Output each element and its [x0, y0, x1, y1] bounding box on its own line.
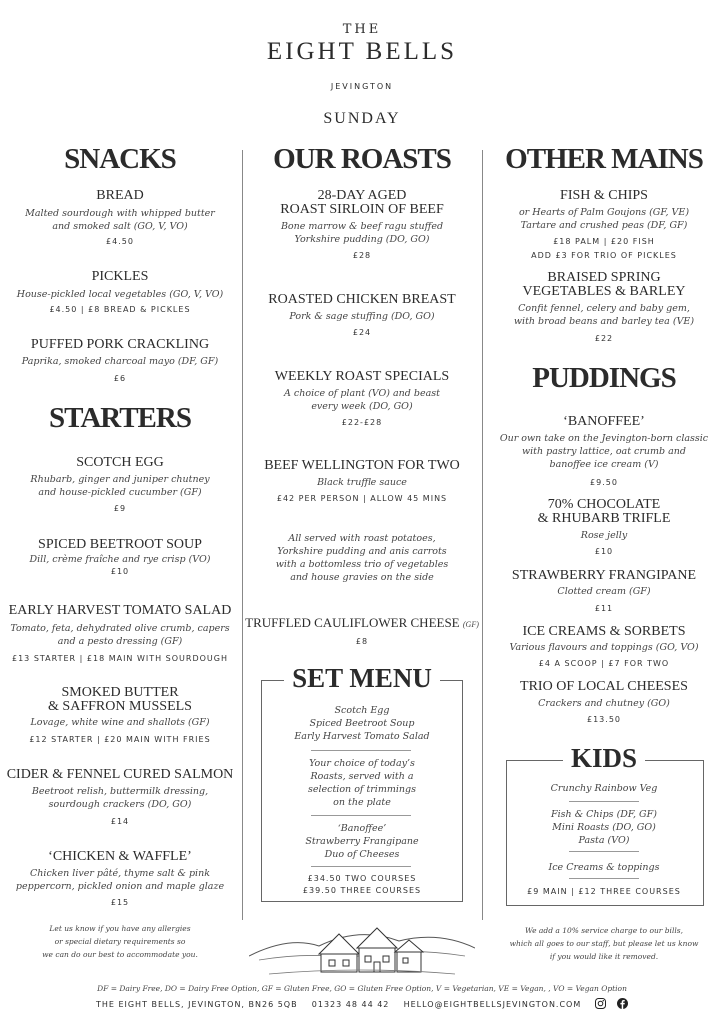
brand-name: EIGHT BELLS — [266, 38, 458, 65]
footer-address: THE EIGHT BELLS, JEVINGTON, BN26 5QB — [95, 1000, 298, 1009]
item-name: ICE CREAMS & SORBETS — [522, 624, 686, 639]
set-menu-heading: SET MENU — [284, 663, 440, 693]
item-desc: Our own take on the Jevington-born classic with pastry lattice, oat crumb and banoffee ice cream (V) — [499, 433, 709, 470]
item-price: £42 PER PERSON | ALLOW 45 MINS — [276, 494, 448, 503]
item-name: BEEF WELLINGTON FOR TWO — [264, 458, 460, 473]
item-desc: House-pickled local vegetables (GO, V, VO) — [16, 289, 224, 300]
item-price: £9.50 — [590, 478, 618, 487]
divider — [311, 815, 411, 816]
item-name: TRUFFLED CAULIFLOWER CHEESE (GF) — [245, 615, 479, 630]
left-column — [0, 0, 240, 1024]
item-desc: Paprika, smoked charcoal mayo (DF, GF) — [21, 356, 219, 367]
item-name: ‘CHICKEN & WAFFLE’ — [48, 849, 192, 864]
item-desc: Rhubarb, ginger and juniper chutney and house-pickled cucumber (GF) — [30, 474, 210, 498]
item-price: £13.50 — [587, 715, 621, 724]
kids-heading: KIDS — [563, 743, 645, 773]
item-name: BREAD — [96, 188, 144, 203]
item-desc: Chicken liver pâté, thyme salt & pink peppercorn, pickled onion and maple glaze — [15, 868, 225, 892]
other-mains-heading: OTHER MAINS — [505, 143, 703, 175]
item-name: PUFFED PORK CRACKLING — [30, 337, 210, 352]
item-name: STRAWBERRY FRANGIPANE — [511, 568, 697, 583]
item-price: £13 STARTER | £18 MAIN WITH SOURDOUGH — [12, 654, 228, 663]
item-desc: Lovage, white wine and shallots (GF) — [30, 717, 210, 728]
item-desc: Beetroot relish, buttermilk dressing, sourdough crackers (DO, GO) — [31, 786, 209, 810]
item-price: £10 — [594, 547, 614, 556]
item-name: SCOTCH EGG — [76, 455, 164, 470]
starters-heading: STARTERS — [49, 402, 191, 434]
set-menu-starters: Scotch Egg Spiced Beetroot Soup Early Harvest Tomato Salad — [294, 705, 430, 742]
middle-column — [243, 0, 481, 1024]
brand-location: JEVINGTON — [330, 82, 394, 91]
item-price-extra: ADD £3 FOR TRIO OF PICKLES — [531, 251, 677, 260]
item-desc: Clotted cream (GF) — [557, 586, 651, 597]
item-desc: Various flavours and toppings (GO, VO) — [509, 642, 699, 653]
item-price: £4 A SCOOP | £7 FOR TWO — [538, 659, 670, 668]
item-name: 28-DAY AGED ROAST SIRLOIN OF BEEF — [280, 188, 444, 217]
item-desc: or Hearts of Palm Goujons (GF, VE) Tartare and crushed peas (DF, GF) — [518, 207, 690, 231]
dietary-key: DF = Dairy Free, DO = Dairy Free Option, GF = Gluten Free, GO = Gluten Free Option, V = Vegetarian, VE = Vegan, , VO = Vegan Option — [97, 984, 627, 993]
item-name: ROASTED CHICKEN BREAST — [268, 292, 456, 307]
item-price: £8 — [355, 637, 369, 646]
item-price: £11 — [594, 604, 614, 613]
roasts-heading: OUR ROASTS — [273, 143, 451, 175]
divider — [569, 851, 639, 852]
service-note: We add a 10% service charge to our bills, which all goes to our staff, but please let us know if you would like it removed. — [509, 926, 699, 961]
set-menu-puddings: ‘Banoffee’ Strawberry Frangipane Duo of Cheeses — [305, 823, 419, 860]
item-desc: Tomato, feta, dehydrated olive crumb, capers and a pesto dressing (GF) — [10, 623, 230, 647]
item-name: EARLY HARVEST TOMATO SALAD — [8, 603, 232, 618]
footer-phone[interactable]: 01323 48 44 42 — [311, 1000, 390, 1009]
item-name: WEEKLY ROAST SPECIALS — [274, 369, 450, 384]
item-price: £18 PALM | £20 FISH — [553, 237, 655, 246]
set-menu-title-wrap — [243, 663, 481, 694]
item-desc: Malted sourdough with whipped butter and smoked salt (GO, V, VO) — [25, 208, 215, 232]
pub-illustration — [249, 916, 475, 976]
divider — [569, 801, 639, 802]
footer-email[interactable]: HELLO@EIGHTBELLSJEVINGTON.COM — [403, 1000, 582, 1009]
item-price: £9 — [113, 504, 127, 513]
set-menu-price-three: £39.50 THREE COURSES — [302, 886, 422, 895]
item-price: £28 — [352, 251, 372, 260]
column-divider-right — [482, 150, 483, 920]
facebook-icon[interactable] — [617, 998, 628, 1009]
puddings-heading: PUDDINGS — [532, 362, 676, 394]
footer-contact — [0, 998, 724, 1009]
item-name: FISH & CHIPS — [560, 188, 648, 203]
divider — [311, 750, 411, 751]
item-desc: Rose jelly — [580, 530, 628, 541]
item-price: £12 STARTER | £20 MAIN WITH FRIES — [29, 735, 211, 744]
right-column — [484, 0, 724, 1024]
item-desc: A choice of plant (VO) and beast every week (DO, GO) — [284, 388, 440, 412]
item-price: £22-£28 — [341, 418, 383, 427]
item-name: PICKLES — [91, 269, 149, 284]
set-menu-price-two: £34.50 TWO COURSES — [307, 874, 417, 883]
kids-title-wrap — [484, 743, 724, 774]
kids-mains: Fish & Chips (DF, GF) Mini Roasts (DO, GO) Pasta (VO) — [551, 809, 657, 846]
menu-day: SUNDAY — [323, 110, 401, 127]
divider — [569, 878, 639, 879]
divider — [311, 866, 411, 867]
item-price: £24 — [352, 328, 372, 337]
item-desc: Black truffle sauce — [317, 477, 407, 488]
set-menu-mains: Your choice of today’s Roasts, served with a selection of trimmings on the plate — [308, 758, 416, 808]
item-name: BRAISED SPRING VEGETABLES & BARLEY — [522, 270, 686, 299]
kids-starter: Crunchy Rainbow Veg — [550, 783, 658, 794]
item-desc: Bone marrow & beef ragu stuffed Yorkshire pudding (DO, GO) — [280, 221, 444, 245]
kids-dessert: Ice Creams & toppings — [548, 862, 660, 873]
item-tag: (GF) — [462, 620, 479, 629]
item-name: ‘BANOFFEE’ — [563, 414, 645, 429]
item-name: TRIO OF LOCAL CHEESES — [520, 679, 688, 694]
snacks-heading: SNACKS — [64, 143, 176, 175]
item-desc: Crackers and chutney (GO) — [538, 698, 670, 709]
item-desc: Confit fennel, celery and baby gem, with broad beans and barley tea (VE) — [513, 303, 695, 327]
item-price: £14 — [110, 817, 130, 826]
brand-the: THE — [342, 22, 382, 37]
item-desc: Pork & sage stuffing (DO, GO) — [289, 311, 435, 322]
item-price: £6 — [113, 374, 127, 383]
item-desc: Dill, crème fraîche and rye crisp (VO) — [29, 554, 211, 565]
item-name: SMOKED BUTTER & SAFFRON MUSSELS — [48, 685, 192, 714]
kids-price: £9 MAIN | £12 THREE COURSES — [527, 887, 681, 896]
item-price: £10 — [110, 567, 130, 576]
allergy-note: Let us know if you have any allergies or special dietary requirements so we can do our best to accommodate you. — [42, 924, 198, 959]
item-price: £22 — [594, 334, 614, 343]
item-name: CIDER & FENNEL CURED SALMON — [6, 767, 234, 782]
served-note: All served with roast potatoes, Yorkshire pudding and anis carrots with a bottomless trio of vegetables and house gravies on the side — [275, 533, 449, 583]
item-name: SPICED BEETROOT SOUP — [38, 537, 202, 552]
item-price: £15 — [110, 898, 130, 907]
item-price: £4.50 — [106, 237, 134, 246]
item-price: £4.50 | £8 BREAD & PICKLES — [49, 305, 191, 314]
instagram-icon[interactable] — [595, 998, 606, 1009]
item-name: 70% CHOCOLATE & RHUBARB TRIFLE — [537, 497, 671, 526]
